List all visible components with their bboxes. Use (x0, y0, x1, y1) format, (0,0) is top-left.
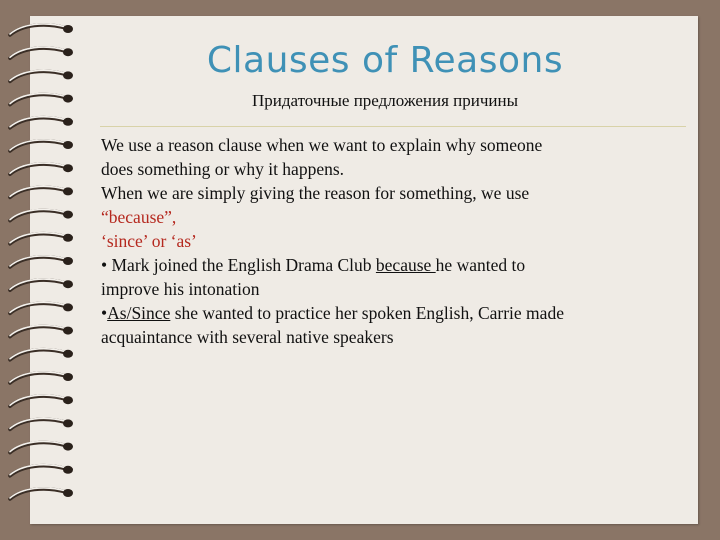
example-text: he wanted to (435, 255, 526, 275)
binding-ring (10, 24, 73, 35)
example-line (101, 253, 691, 277)
binding-ring (10, 186, 73, 197)
binding-ring (10, 47, 73, 58)
binding-ring (10, 94, 73, 105)
example-text: she wanted to practice her spoken English, Carrie made (170, 303, 564, 323)
spiral-binding (0, 0, 90, 540)
binding-ring (10, 395, 73, 406)
slide-subtitle: Придаточные предложения причины (251, 91, 519, 110)
binding-ring (10, 70, 73, 81)
underlined-as-since: As/Since (107, 303, 171, 323)
body-line: does something or why it happens. (101, 159, 345, 179)
binding-ring (10, 302, 73, 313)
binding-ring (10, 256, 73, 267)
body-line: acquaintance with several native speakers (101, 327, 394, 347)
keyword-because: “because”, (101, 207, 177, 227)
binding-ring (10, 372, 73, 383)
binding-ring (10, 488, 73, 499)
slide-body (101, 133, 691, 349)
binding-ring (10, 117, 73, 128)
binding-ring (10, 326, 73, 337)
slide-title: Clauses of Reasons (206, 40, 564, 81)
underlined-because: because (375, 255, 436, 275)
bullet: • (101, 303, 108, 323)
binding-ring (10, 349, 73, 360)
binding-ring (10, 233, 73, 244)
binding-ring (10, 442, 73, 453)
divider-line (100, 126, 686, 127)
example-text: • Mark joined the English Drama Club (101, 255, 376, 275)
binding-ring (10, 465, 73, 476)
binding-ring (10, 418, 73, 429)
body-line: improve his intonation (101, 279, 260, 299)
binding-ring (10, 210, 73, 221)
example-line (101, 301, 691, 325)
body-line: When we are simply giving the reason for something, we use (101, 183, 530, 203)
binding-ring (10, 279, 73, 290)
binding-ring (10, 140, 73, 151)
body-line: We use a reason clause when we want to explain why someone (101, 135, 543, 155)
keyword-since-as: ‘since’ or ‘as’ (101, 231, 197, 251)
binding-ring (10, 163, 73, 174)
